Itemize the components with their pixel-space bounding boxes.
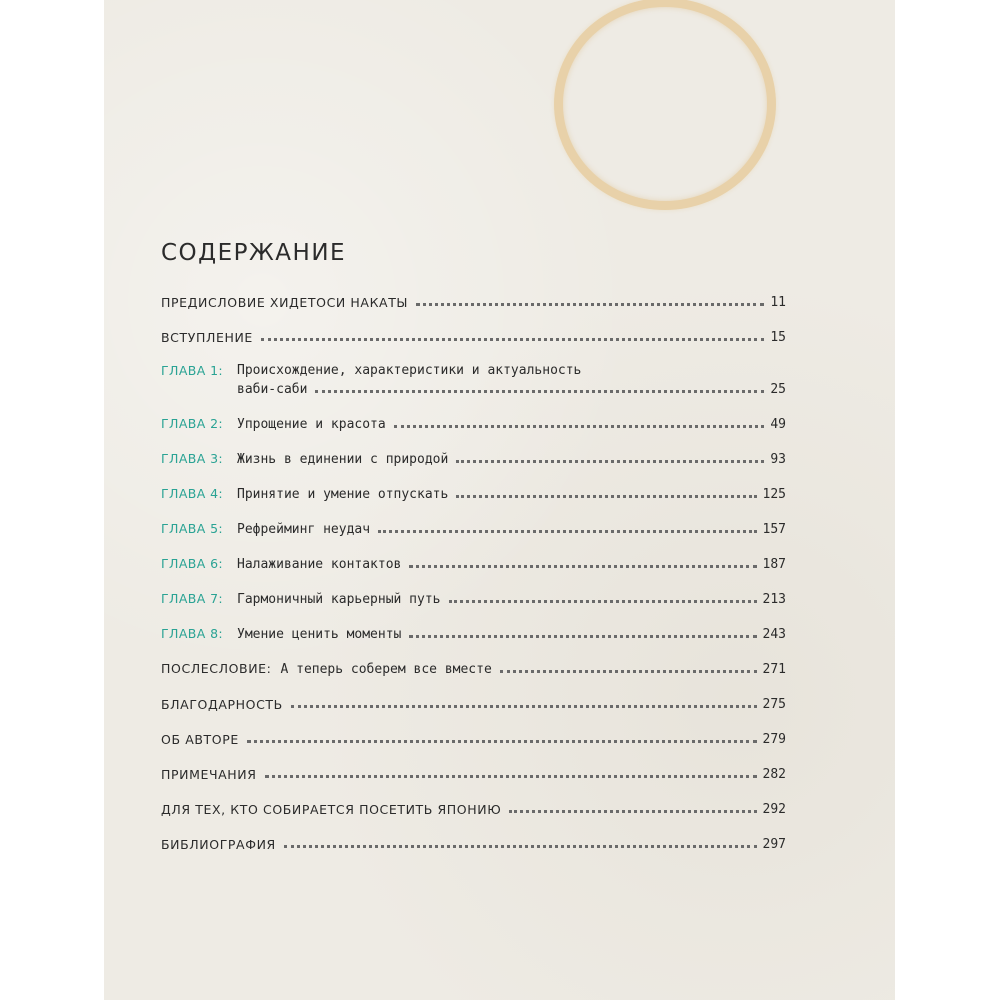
toc-chapter-number: ГЛАВА 3: [161,451,224,466]
toc-page-number: 279 [762,732,786,747]
toc-page-number: 157 [762,522,786,537]
toc-title: СОДЕРЖАНИЕ [161,240,347,266]
toc-entry-prefix: ПОСЛЕСЛОВИЕ: [161,661,272,676]
dot-leader [500,669,757,673]
dot-leader [315,389,764,393]
toc-entry-label: Умение ценить моменты [237,627,402,642]
toc-page-number: 213 [762,592,786,607]
toc-entry-chapter-3 [161,444,786,479]
toc-entry-bibliography [161,829,786,864]
toc-entry-label: ОБ АВТОРЕ [161,732,239,747]
toc-entry-label: А теперь соберем все вместе [280,662,492,677]
toc-page-number: 187 [762,557,786,572]
dot-leader [416,302,764,306]
dot-leader [456,494,756,498]
dot-leader [247,739,757,743]
toc-entry-visiting-japan [161,794,786,829]
book-page [104,0,895,1000]
toc-entry-label-line1: Происхождение, характеристики и актуальность [237,363,582,378]
toc-page-number: 282 [762,767,786,782]
toc-entry-about-author [161,724,786,759]
toc-entry-chapter-6 [161,549,786,584]
dot-leader [449,599,757,603]
dot-leader [284,844,757,848]
toc-entry-chapter-4 [161,479,786,514]
toc-page-number: 15 [770,330,786,345]
toc-entry-chapter-7 [161,584,786,619]
toc-entry-preface [161,287,786,322]
toc-entry-label: Гармоничный карьерный путь [237,592,441,607]
toc-list [161,287,786,864]
dot-leader [409,634,756,638]
toc-entry-acknowledgements [161,689,786,724]
toc-page-number: 11 [770,295,786,310]
toc-entry-label: ДЛЯ ТЕХ, КТО СОБИРАЕТСЯ ПОСЕТИТЬ ЯПОНИЮ [161,802,502,817]
toc-page-number: 25 [770,382,786,397]
toc-entry-label: БИБЛИОГРАФИЯ [161,837,276,852]
toc-entry-label: Принятие и умение отпускать [237,487,449,502]
toc-page-number: 297 [762,837,786,852]
toc-entry-afterword [161,654,786,689]
toc-chapter-number: ГЛАВА 6: [161,556,224,571]
toc-entry-label: ПРЕДИСЛОВИЕ ХИДЕТОСИ НАКАТЫ [161,295,409,310]
toc-entry-label: БЛАГОДАРНОСТЬ [161,697,283,712]
toc-chapter-number: ГЛАВА 1: [161,363,224,378]
toc-entry-label: ПРИМЕЧАНИЯ [161,767,257,782]
dot-leader [291,704,757,708]
toc-chapter-number: ГЛАВА 8: [161,626,224,641]
toc-page-number: 292 [762,802,786,817]
dot-leader [378,529,756,533]
dot-leader [409,564,756,568]
toc-page-number: 49 [770,417,786,432]
coffee-stain-ring [554,0,776,210]
toc-entry-label: Упрощение и красота [237,417,386,432]
toc-entry-notes [161,759,786,794]
toc-entry-chapter-1 [161,357,786,409]
toc-page-number: 243 [762,627,786,642]
toc-page-number: 125 [762,487,786,502]
toc-chapter-number: ГЛАВА 2: [161,416,224,431]
toc-page-number: 271 [762,662,786,677]
toc-entry-label-line2: ваби-саби [237,382,308,397]
toc-entry-label: Налаживание контактов [237,557,402,572]
dot-leader [394,424,765,428]
toc-chapter-number: ГЛАВА 5: [161,521,224,536]
toc-entry-label: Рефрейминг неудач [237,522,371,537]
dot-leader [261,337,764,341]
dot-leader [265,774,757,778]
toc-entry-introduction [161,322,786,357]
dot-leader [509,809,756,813]
toc-chapter-number: ГЛАВА 7: [161,591,224,606]
dot-leader [456,459,764,463]
toc-entry-chapter-2 [161,409,786,444]
toc-page-number: 275 [762,697,786,712]
toc-entry-chapter-8 [161,619,786,654]
toc-entry-chapter-5 [161,514,786,549]
toc-entry-label: ВСТУПЛЕНИЕ [161,330,253,345]
toc-entry-label: Жизнь в единении с природой [237,452,449,467]
toc-page-number: 93 [770,452,786,467]
toc-chapter-number: ГЛАВА 4: [161,486,224,501]
